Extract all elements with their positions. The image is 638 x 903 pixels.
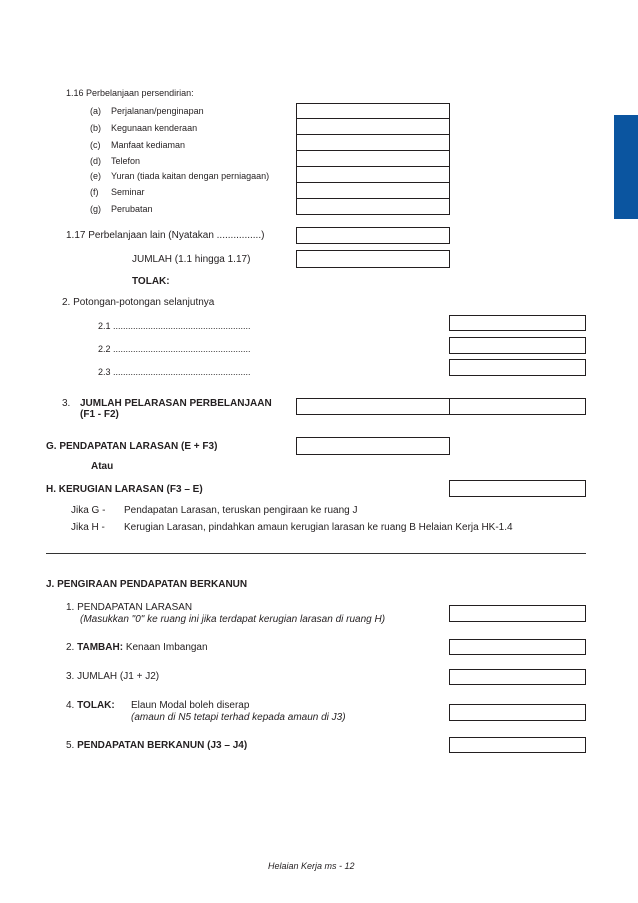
- jumlah-label: JUMLAH (1.1 hingga 1.17): [132, 254, 251, 265]
- j3-amount-box[interactable]: [449, 669, 586, 685]
- section-3-title: JUMLAH PELARASAN PERBELANJAAN: [80, 398, 272, 409]
- section-g-amount-box[interactable]: [296, 437, 450, 455]
- note-g-prefix: Jika G -: [71, 505, 106, 516]
- j5-keyword: PENDAPATAN BERKANUN (J3 – J4): [77, 740, 248, 751]
- section-1-17-label: 1.17 Perbelanjaan lain (Nyatakan ................): [66, 230, 265, 241]
- item-f-letter: (f): [90, 187, 99, 197]
- j2-amount-box[interactable]: [449, 639, 586, 655]
- j4-note: (amaun di N5 tetapi terhad kepada amaun di J3): [131, 712, 346, 723]
- item-2-3-label: 2.3 .......................................................: [98, 367, 251, 377]
- item-b-amount-box[interactable]: [296, 118, 450, 135]
- page-footer: Helaian Kerja ms - 12: [268, 861, 355, 871]
- j1-note: (Masukkan "0" ke ruang ini jika terdapat kerugian larasan di ruang H): [80, 614, 386, 625]
- item-2-1-label: 2.1 .......................................................: [98, 321, 251, 331]
- section-divider: [46, 553, 586, 554]
- j4-text: Elaun Modal boleh diserap: [131, 700, 250, 711]
- note-h-text: Kerugian Larasan, pindahkan amaun kerugian larasan ke ruang B Helaian Kerja HK-1.4: [124, 522, 513, 533]
- j5-label: [66, 741, 247, 751]
- note-h-prefix: Jika H -: [71, 522, 105, 533]
- section-2-title: 2. Potongan-potongan selanjutnya: [62, 297, 215, 308]
- item-c-label: Manfaat kediaman: [111, 140, 186, 150]
- section-tab-marker: [614, 115, 638, 219]
- j5-number: 5.: [66, 740, 78, 751]
- section-h-label: H. KERUGIAN LARASAN (F3 – E): [46, 484, 203, 495]
- jumlah-amount-box[interactable]: [296, 250, 450, 268]
- section-j-title: J. PENGIRAAN PENDAPATAN BERKANUN: [46, 579, 248, 590]
- section-g-label: G. PENDAPATAN LARASAN (E + F3): [46, 441, 218, 452]
- section-h-amount-box[interactable]: [449, 480, 586, 497]
- j2-label: [66, 643, 208, 653]
- j2-text: Kenaan Imbangan: [123, 642, 208, 653]
- item-c-amount-box[interactable]: [296, 134, 450, 151]
- j3-label: 3. JUMLAH (J1 + J2): [66, 671, 160, 682]
- tolak-label: TOLAK:: [132, 276, 170, 287]
- item-f-label: Seminar: [111, 187, 145, 197]
- item-f-amount-box[interactable]: [296, 182, 450, 199]
- item-e-label: Yuran (tiada kaitan dengan perniagaan): [111, 171, 270, 181]
- j2-keyword: TAMBAH:: [77, 642, 124, 653]
- item-a-label: Perjalanan/penginapan: [111, 106, 204, 116]
- section-3-number: 3.: [62, 398, 71, 409]
- item-b-label: Kegunaan kenderaan: [111, 123, 198, 133]
- item-a-amount-box[interactable]: [296, 103, 450, 119]
- item-c-letter: (c): [90, 140, 101, 150]
- j1-label: 1. PENDAPATAN LARASAN: [66, 602, 193, 613]
- section-1-17-amount-box[interactable]: [296, 227, 450, 244]
- item-g-letter: (g): [90, 204, 101, 214]
- j4-label: [66, 701, 115, 711]
- section-3-formula: (F1 - F2): [80, 409, 119, 420]
- section-3-right-box[interactable]: [449, 398, 586, 415]
- item-2-1-amount-box[interactable]: [449, 315, 586, 331]
- section-3-left-box[interactable]: [296, 398, 450, 415]
- item-d-label: Telefon: [111, 156, 141, 166]
- item-b-letter: (b): [90, 123, 101, 133]
- j5-amount-box[interactable]: [449, 737, 586, 753]
- j4-amount-box[interactable]: [449, 704, 586, 721]
- item-e-letter: (e): [90, 171, 101, 181]
- j4-keyword: TOLAK:: [77, 700, 115, 711]
- item-2-2-amount-box[interactable]: [449, 337, 586, 354]
- item-g-label: Perubatan: [111, 204, 153, 214]
- item-d-letter: (d): [90, 156, 101, 166]
- j1-amount-box[interactable]: [449, 605, 586, 622]
- item-a-letter: (a): [90, 106, 101, 116]
- note-g-text: Pendapatan Larasan, teruskan pengiraan ke ruang J: [124, 505, 358, 516]
- item-d-amount-box[interactable]: [296, 150, 450, 167]
- item-2-3-amount-box[interactable]: [449, 359, 586, 376]
- item-e-amount-box[interactable]: [296, 166, 450, 183]
- item-g-amount-box[interactable]: [296, 198, 450, 215]
- j4-number: 4.: [66, 700, 78, 711]
- section-1-16-title: 1.16 Perbelanjaan persendirian:: [66, 88, 194, 98]
- atau-label: Atau: [91, 461, 114, 472]
- j2-number: 2.: [66, 642, 78, 653]
- item-2-2-label: 2.2 .......................................................: [98, 344, 251, 354]
